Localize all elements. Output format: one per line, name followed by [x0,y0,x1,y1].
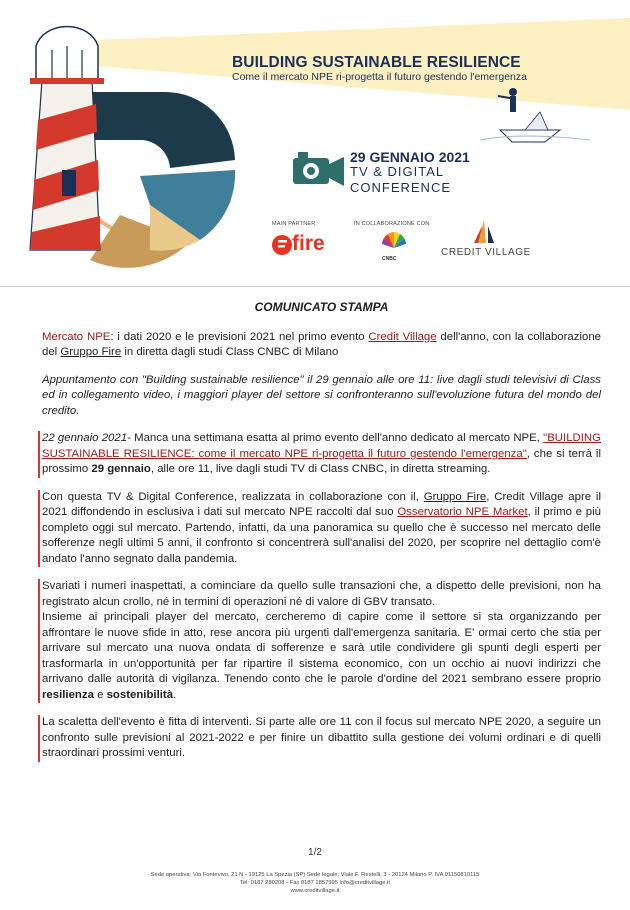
conference-line-2: CONFERENCE [350,180,452,195]
footer-address: Sede operativa: Via Fontevivo, 21 N - 19125 La Spezia (SP) Sede legale: Viale F. Restelli, 3 - 20124 Milano P. IVA 01150810115 [150,872,480,878]
footer-website[interactable]: www.creditvillage.it [290,888,340,894]
fire-logo-icon [272,235,292,255]
doc-title: COMUNICATO STAMPA [254,300,389,314]
page-number: 1/2 [308,847,322,858]
conference-text-3: , il primo e più completo oggi sul mercato. Partendo, infatti, da una panoramica su quello che è successo nel mercato delle sofferenze negli ultimi 5 anni, il confronto si concentrerà sull'analisi del 2020, per scoprire nel dettaglio com'è andato l'anno segnato dalla pandemia. [42,506,601,565]
collaboration-label: IN COLLABORAZIONE CON [354,221,430,227]
lead-text-1: : i dati 2020 e le previsioni 2021 nel primo evento [110,330,369,343]
press-release-body [42,300,601,774]
credit-village-logo: CREDIT VILLAGE [441,247,531,258]
lead-text-2: dell'anno, con la collaborazione del [42,330,602,358]
paragraph-conference [38,490,601,568]
event-title-link[interactable]: "BUILDING SUSTAINABLE RESILIENCE: come il mercato NPE ri-progetta il futuro gestendo l'emergenza" [42,432,601,460]
paragraph-announcement [38,431,601,478]
class-cnbc-logo: CNBC [382,256,397,262]
lead-topic: Mercato NPE [42,330,111,343]
conference-text-2: , Credit Village apre il 2021 diffondendo in esclusiva i dati sul mercato NPE raccolti dal suo [42,490,601,518]
players-conj: e [93,688,107,701]
camera-icon [293,152,344,186]
event-date: 29 GENNAIO 2021 [350,149,470,165]
osservatorio-link[interactable]: Osservatorio NPE Market [397,506,528,518]
announcement-text-1: - Manca una settimana esatta al primo evento dell'anno dedicato al mercato NPE, [127,432,544,444]
header-divider [0,286,630,287]
players-end: . [173,688,177,701]
players-text: Insieme ai principali player del mercato, cercheremo di capire come il settore si sta organizzando per affrontare le nuove sfide in atto, rese ancora più urgenti dall'emergenza sanitaria. E' ormai certo che stia per arrivare sul mercato una nuova ondata di sofferenze e sarà utile condividere gli spunti degli esperti per trasformarla in un'opportunità per far ripartire il sistema economico, con un occhio ai nuovi indirizzi che arrivano dalle autorità di vigilanza. Tenendo conto che le parole d'ordine del 2021 sembrano essere proprio [42,611,601,685]
banner-subtitle: Come il mercato NPE ri-progetta il futuro gestendo l'emergenza [232,71,527,83]
banner-title: BUILDING SUSTAINABLE RESILIENCE [232,54,521,71]
credit-village-link[interactable]: Credit Village [368,330,437,343]
paragraph-numbers: Svariati i numeri inaspettati, a cominciare da quello sulle transazioni che, a dispetto delle previsioni, non ha registrato alcun crollo, né in termini di operazioni né di valore di GBV transato. [38,579,601,610]
summary-paragraph: Appuntamento con "Building sustainable resilience" il 29 gennaio alle ore 11: live dagli studi televisivi di Class ed in collegamento video, i maggiori player del settore si confronteranno sull'evoluzione futura del mondo del credito. [42,373,601,417]
conference-text-1: Con questa TV & Digital Conference, realizzata in collaborazione con il, [42,490,424,503]
announcement-text-3: , alle ore 11, live dagli studi TV di Class CNBC, in diretta streaming. [150,463,491,475]
credit-village-logo-icon [474,220,494,243]
fire-logo: fire [292,232,325,255]
keyword-resilienza: resilienza [42,688,94,701]
announcement-text-2: , che si terrà il prossimo [42,447,601,475]
paragraph-players [38,610,601,703]
class-cnbc-logo-icon [382,232,406,248]
event-day: 29 gennaio [91,463,151,475]
keyword-sostenibilita: sostenibilità [106,688,174,701]
conference-line-1: TV & DIGITAL [350,164,445,179]
lead-paragraph [42,330,601,361]
footer-contacts: Tel: 0187 280208 - Fax 0187 1857995 info@creditvillage.it [240,880,390,886]
dateline: 22 gennaio 2021 [42,432,128,444]
paragraph-schedule: La scaletta dell'evento è fitta di interventi. Si parte alle ore 11 con il focus sul mercato NPE 2020, a seguire un confronto sulle previsioni al 2021-2022 e per finire un dibattito sulla gestione dei volumi ordinari e di quelli straordinari prossimi venturi. [38,715,601,762]
event-banner [0,0,630,285]
gruppo-fire-link[interactable]: Gruppo Fire [60,346,122,358]
gruppo-fire-link-2[interactable]: Gruppo Fire [423,490,487,503]
lead-text-3: in diretta dagli studi Class CNBC di Milano [121,346,339,358]
main-partner-label: MAIN PARTNER [272,221,316,227]
